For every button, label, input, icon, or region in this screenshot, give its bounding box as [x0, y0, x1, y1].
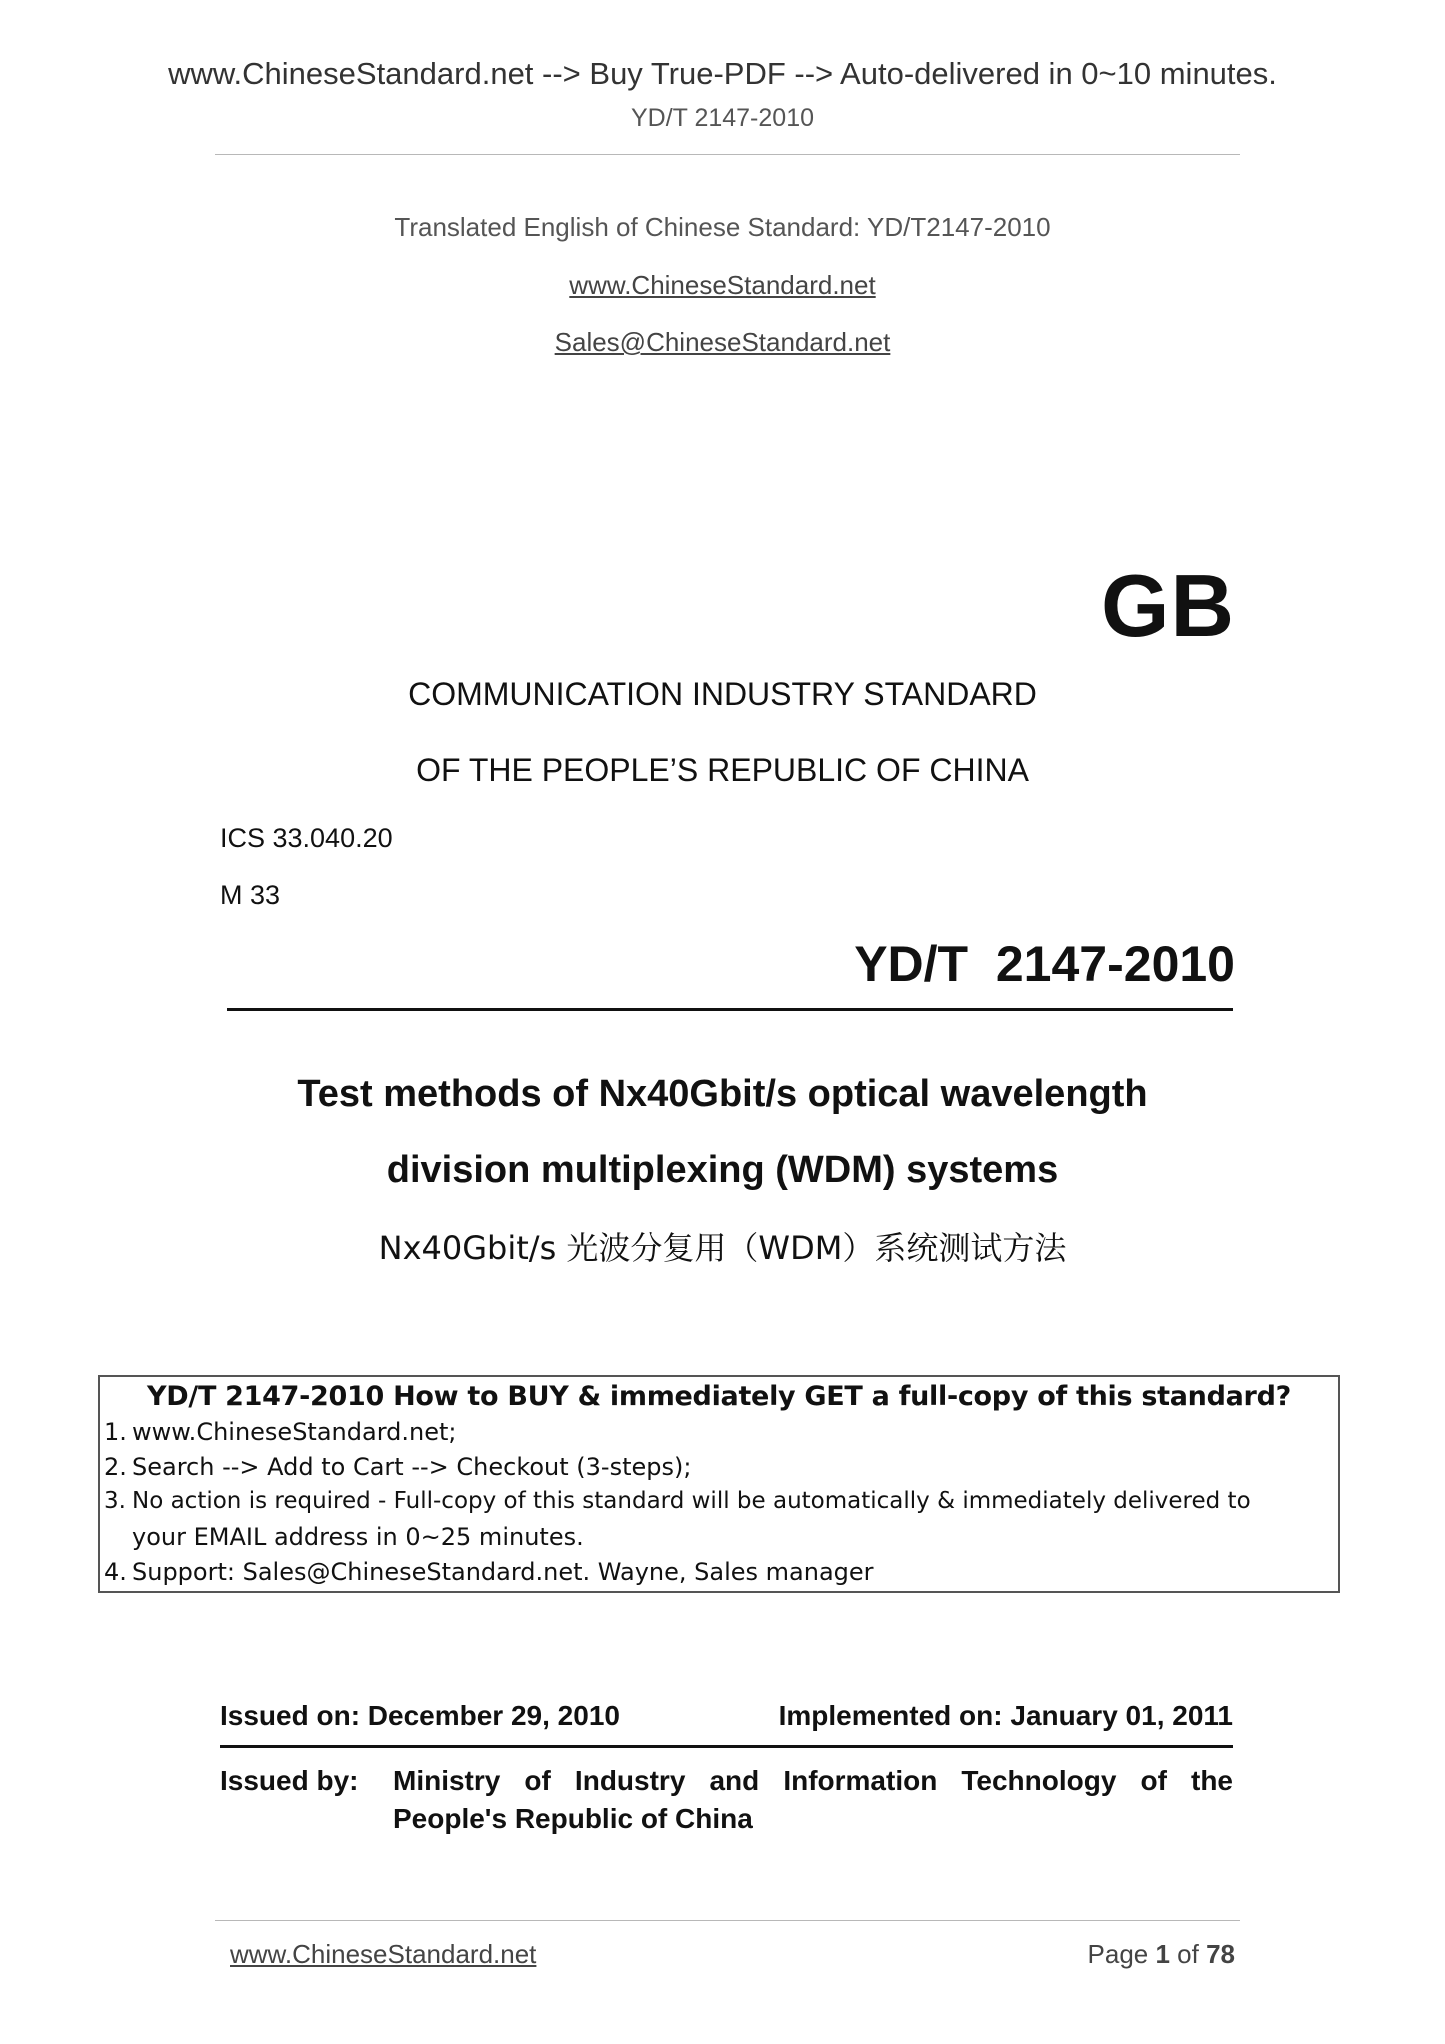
implemented-on: Implemented on: January 01, 2011 [778, 1700, 1233, 1731]
purchase-step: 4. Support: Sales@ChineseStandard.net. Wayne, Sales manager [104, 1558, 874, 1586]
site-link[interactable]: www.ChineseStandard.net [569, 270, 876, 300]
authority-line-1: COMMUNICATION INDUSTRY STANDARD [408, 676, 1037, 712]
email-link[interactable]: Sales@ChineseStandard.net [554, 327, 891, 357]
page-total: 78 [1206, 1939, 1235, 1969]
purchase-step: 2. Search --> Add to Cart --> Checkout (3-steps); [104, 1453, 692, 1481]
purchase-step: 1. www.ChineseStandard.net; [104, 1418, 457, 1446]
header-standard-code: YD/T 2147-2010 [631, 104, 814, 132]
purchase-step-continued: your EMAIL address in 0~25 minutes. [132, 1523, 584, 1551]
title-line-1: Test methods of Nx40Gbit/s optical wavelength [297, 1073, 1148, 1115]
purchase-step: 3. No action is required - Full-copy of this standard will be automatically & immediately delivered to [104, 1488, 1251, 1514]
issued-on: Issued on: December 29, 2010 [220, 1700, 620, 1731]
authority-line-2: OF THE PEOPLE’S REPUBLIC OF CHINA [416, 752, 1029, 788]
issued-by-authority: Ministry of Industry and Information Technology of the People's Republic of China [393, 1765, 1233, 1834]
purchase-info-box [98, 1375, 1340, 1593]
ics-code: ICS 33.040.20 [220, 823, 393, 853]
footer-divider [215, 1920, 1240, 1921]
category-code: M 33 [220, 880, 281, 910]
standard-number: YD/T 2147-2010 [854, 936, 1235, 992]
translated-note: Translated English of Chinese Standard: YD/T2147-2010 [394, 212, 1051, 242]
title-line-2: division multiplexing (WDM) systems [386, 1149, 1059, 1191]
issue-rule [220, 1745, 1233, 1748]
purchase-box-title: YD/T 2147-2010 How to BUY & immediately GET a full-copy of this standard? [147, 1381, 1291, 1412]
standard-rule [227, 1008, 1233, 1011]
header-divider [215, 154, 1240, 155]
gb-mark: GB [1101, 556, 1235, 655]
page-indicator: Page 1 of 78 [1087, 1939, 1235, 1969]
issued-by-label: Issued by: [220, 1765, 359, 1796]
footer-site-link[interactable]: www.ChineseStandard.net [230, 1939, 537, 1969]
page-current: 1 [1155, 1939, 1170, 1969]
header-banner: www.ChineseStandard.net --> Buy True-PDF --> Auto-delivered in 0~10 minutes. [168, 56, 1277, 91]
title-chinese: Nx40Gbit/s 光波分复用（WDM）系统测试方法 [378, 1229, 1067, 1267]
